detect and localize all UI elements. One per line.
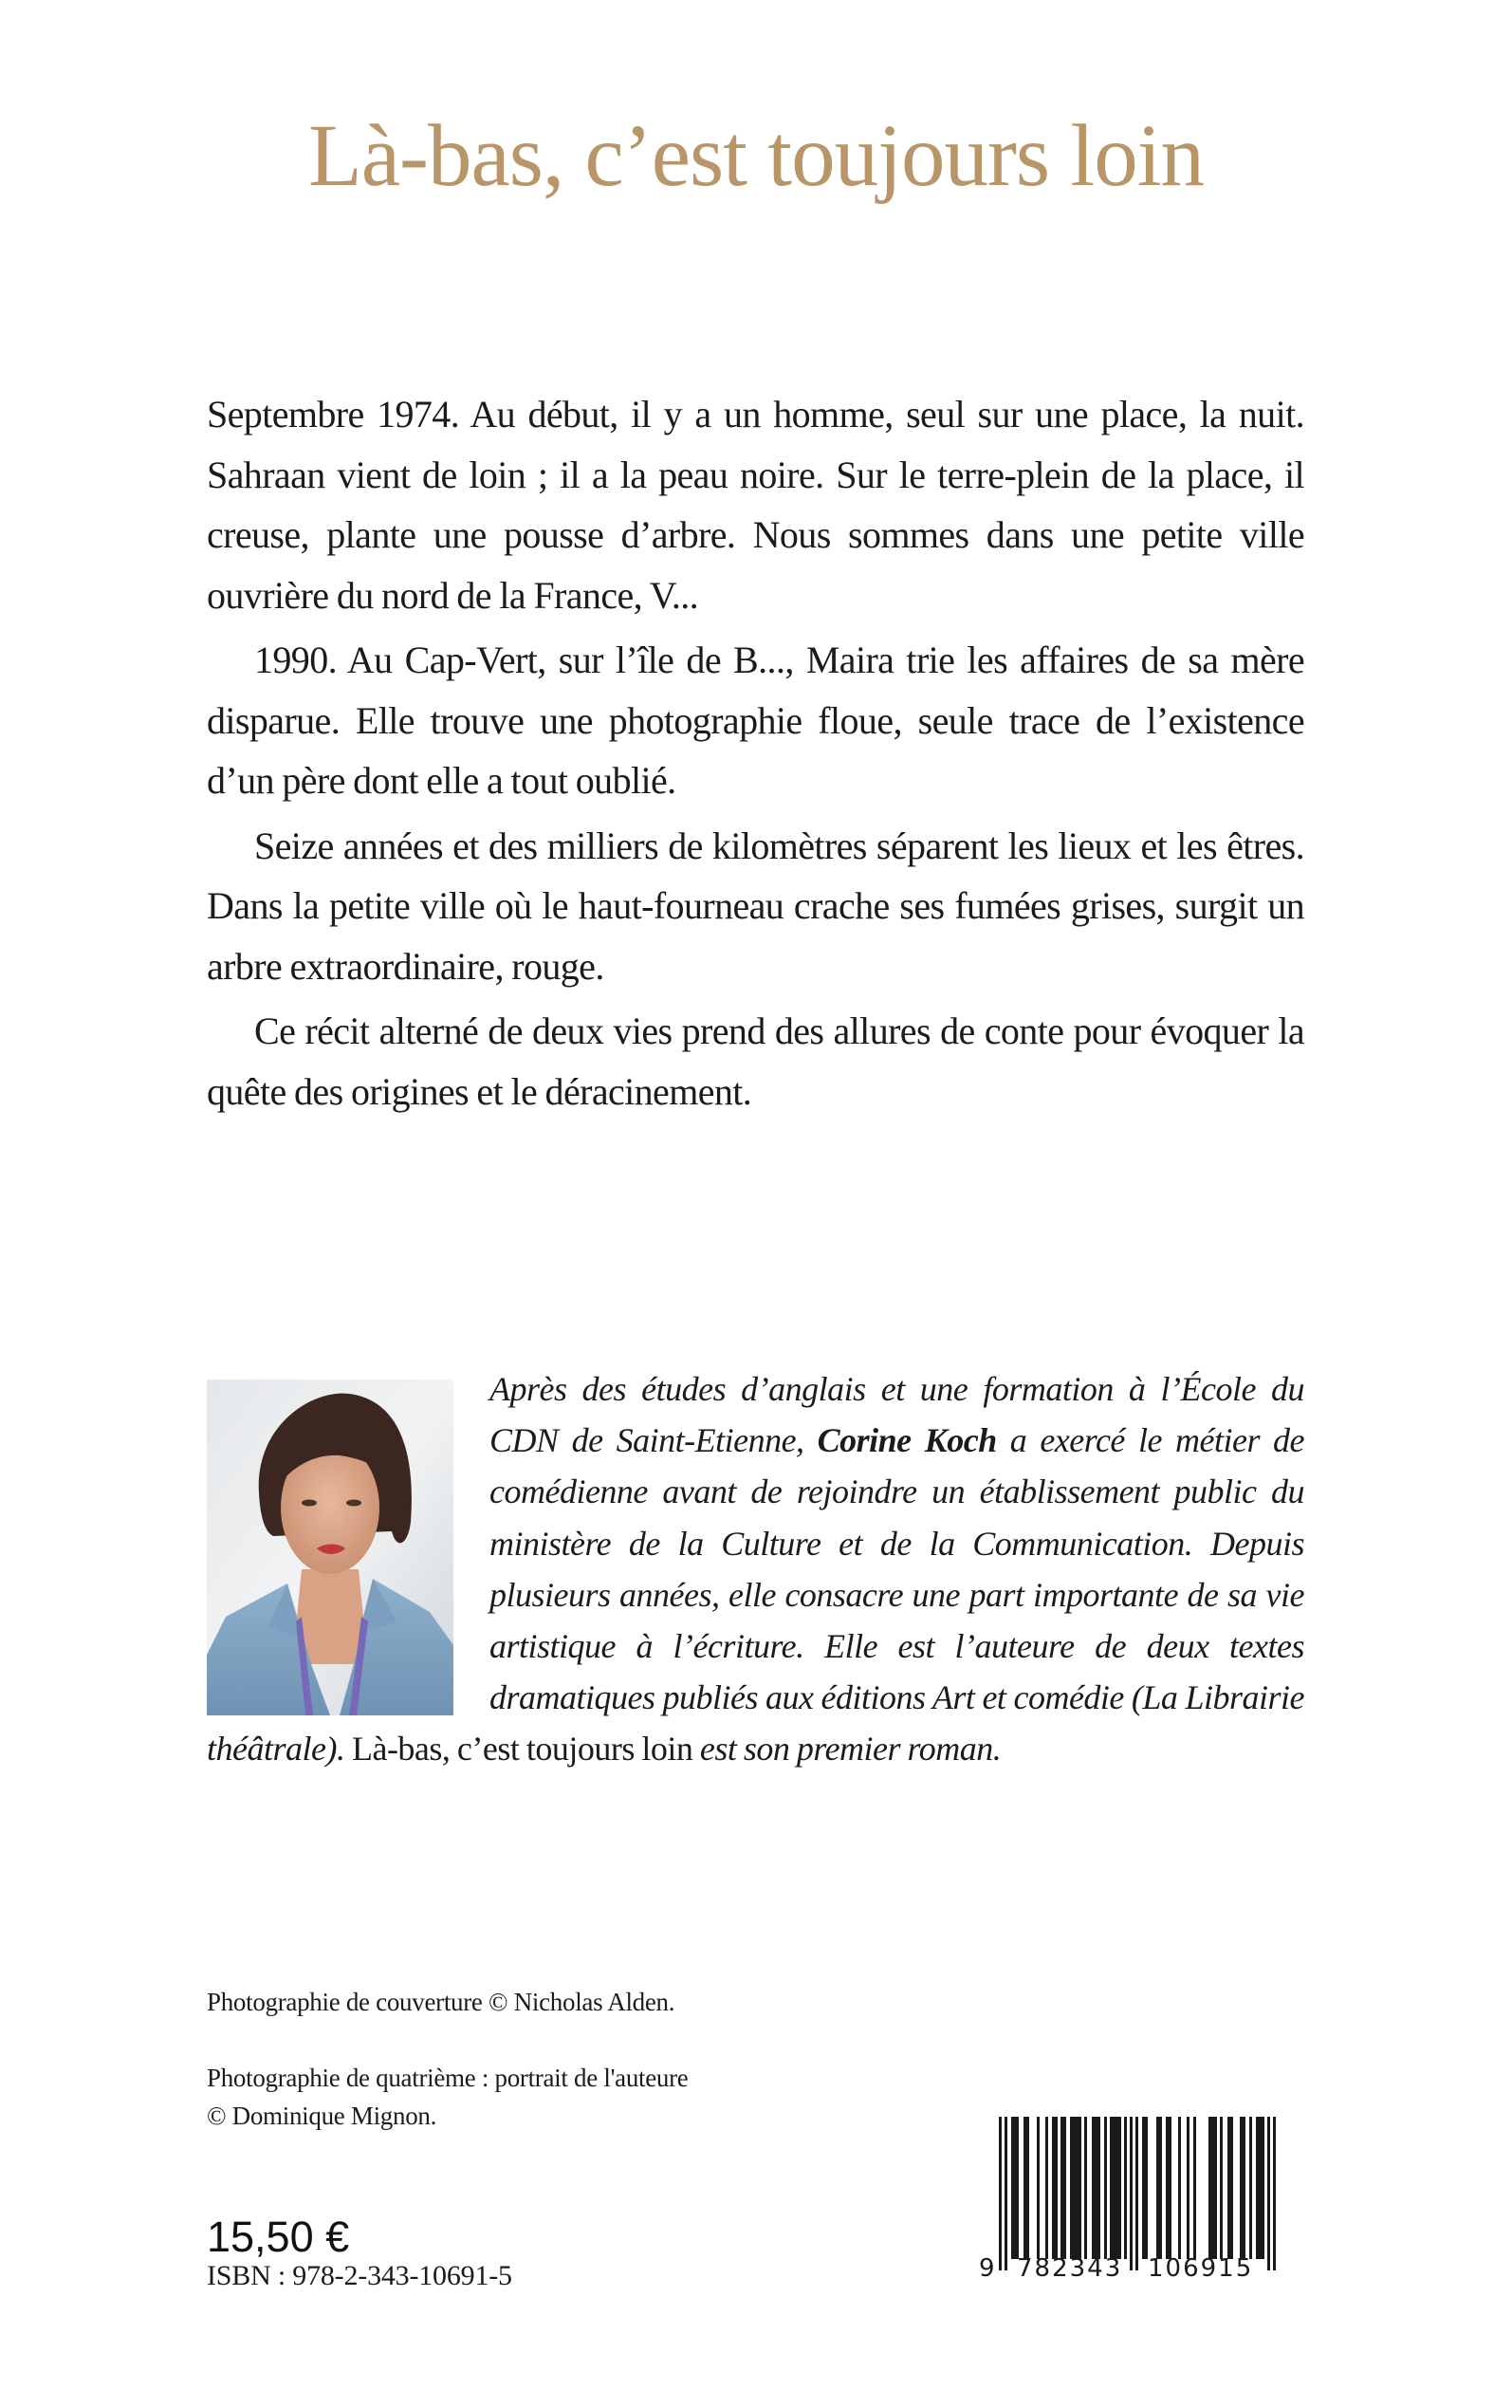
bio-text-part: a exercé le métier de comédienne avant de rejoindre un établissement public du ministère de la Culture et de la Communication. Depuis plusieurs années, elle consacre une part importante de sa vie artistique à l’écriture. Elle est l’auteure de deux textes dramatiques publiés aux éditions Art et comédie (La Librairie théâtrale). [207,1421,1304,1769]
blurb-paragraph: Seize années et des milliers de kilomètres séparent les lieux et les êtres. Dans la petite ville où le haut-fourneau crache ses fumées grises, surgit un arbre extraordinaire, rouge. [207,824,1304,988]
blurb-paragraph: Ce récit alterné de deux vies prend des allures de conte pour évoquer la quête des origines et le déracinement. [207,1010,1304,1113]
back-photo-credit-line: © Dominique Mignon. [207,2102,437,2130]
back-photo-credit [207,2059,688,2135]
author-bio [207,1363,1304,1775]
isbn: ISBN : 978-2-343-10691-5 [207,2260,512,2291]
author-name: Corine Koch [817,1421,997,1460]
cover-photo-credit: Photographie de couverture © Nicholas Alden. [207,1988,675,2016]
price: 15,50 € [207,2213,350,2261]
back-cover-blurb [207,384,1304,1126]
barcode-left-digits: 782343 [1017,2254,1123,2283]
bio-text-part: est son premier roman. [692,1730,1002,1769]
back-photo-credit-line: Photographie de quatrième : portrait de l'auteure [207,2064,689,2092]
blurb-paragraph: 1990. Au Cap-Vert, sur l’île de B..., Maira trie les affaires de sa mère disparue. Elle trouve une photographie floue, seule trace de l’existence d’un père dont elle a tout oublié. [207,639,1304,802]
bio-book-title: Là-bas, c’est toujours loin [351,1730,693,1769]
bio-text-part: Après des études d’anglais et une formation à l’École du CDN de Saint-Etienne, [489,1370,1304,1460]
photo-wrap-space [207,1363,489,1716]
barcode-first-digit: 9 [979,2254,995,2283]
blurb-paragraph: Septembre 1974. Au début, il y a un homme, seul sur une place, la nuit. Sahraan vient de loin ; il a la peau noire. Sur le terre-plein de la place, il creuse, plante une pousse d’arbre. Nous sommes dans une petite ville ouvrière du nord de la France, V... [207,393,1304,617]
barcode-right-digits: 106915 [1148,2254,1254,2283]
book-title: Là-bas, c’est toujours loin [307,107,1205,205]
isbn-barcode [977,2114,1290,2283]
